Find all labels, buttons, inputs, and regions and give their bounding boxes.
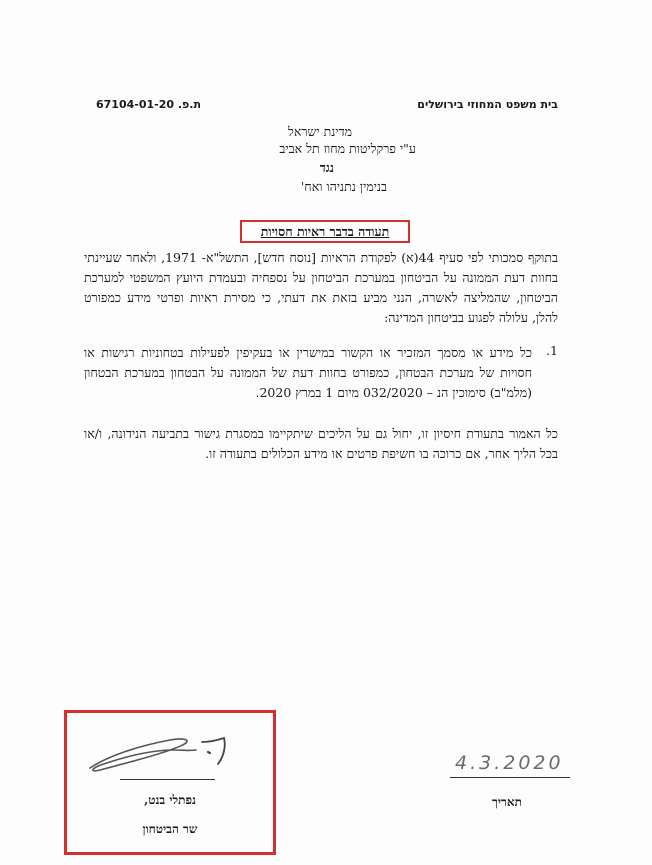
- defendants: בנימין נתניהו ואח': [300, 179, 387, 194]
- handwritten-signature: [78, 720, 238, 782]
- signer-role: שר הביטחון: [142, 822, 198, 836]
- signature-line: [120, 779, 215, 780]
- opening-paragraph: בתוקף סמכותי לפי סעיף 44(א) לפקודת הראיות [נוסח חדש], התשל"א- 1971, ולאחר שעיינתי בחוות דעת הממונה על הביטחון במערכת הביטחון על נספחיה ובעמדת היועץ המשפטי למערכת הביטחון, שהמליצה לאשרה, הנני מביע בזאת את דעתי, כי מסירת ראיות ופרטי מידע כמפורט להלן, עלולה לפגוע בביטחון המדינה:: [84, 250, 559, 325]
- list-item: [84, 343, 558, 403]
- handwritten-date: 4.3.2020: [455, 752, 564, 774]
- title-highlight-box: [240, 220, 410, 243]
- case-number: ת.פ. 67104-01-20: [96, 98, 201, 111]
- date-line: [450, 777, 570, 778]
- closing-paragraph: כל האמור בתעודת חיסיון זו, יחול גם על הליכים שיתקיימו במסגרת גישור בתביעה הנידונה, ו/או בכל הליך אחר, אם כרוכה בו חשיפת פרטים או מידע הכלולים בתעודה זו.: [84, 426, 558, 461]
- document-title: תעודה בדבר ראיות חסויות: [260, 223, 390, 239]
- signer-name: נפתלי בנט,: [144, 793, 196, 807]
- plaintiff-representative: ע"י פרקליטות מחוז תל אביב: [279, 141, 416, 156]
- versus-label: נגד: [319, 160, 334, 175]
- list-item-number: 1.: [546, 343, 558, 358]
- date-label: תאריך: [492, 795, 522, 809]
- plaintiff: מדינת ישראל: [288, 124, 352, 139]
- list-item-text: כל מידע או מסמך המזכיר או הקשור במישרין או בעקיפין לפעילות בטחוניות רגישות או חסויות של מערכת הבטחון, כמפורט בחוות דעת של הממונה על הבטחון במערכת הבטחון (מלמ"ב) סימוכין הנ – 032/2020 מיום 1 במרץ 2020.: [84, 345, 532, 400]
- court-name: בית משפט המחוזי בירושלים: [417, 98, 558, 111]
